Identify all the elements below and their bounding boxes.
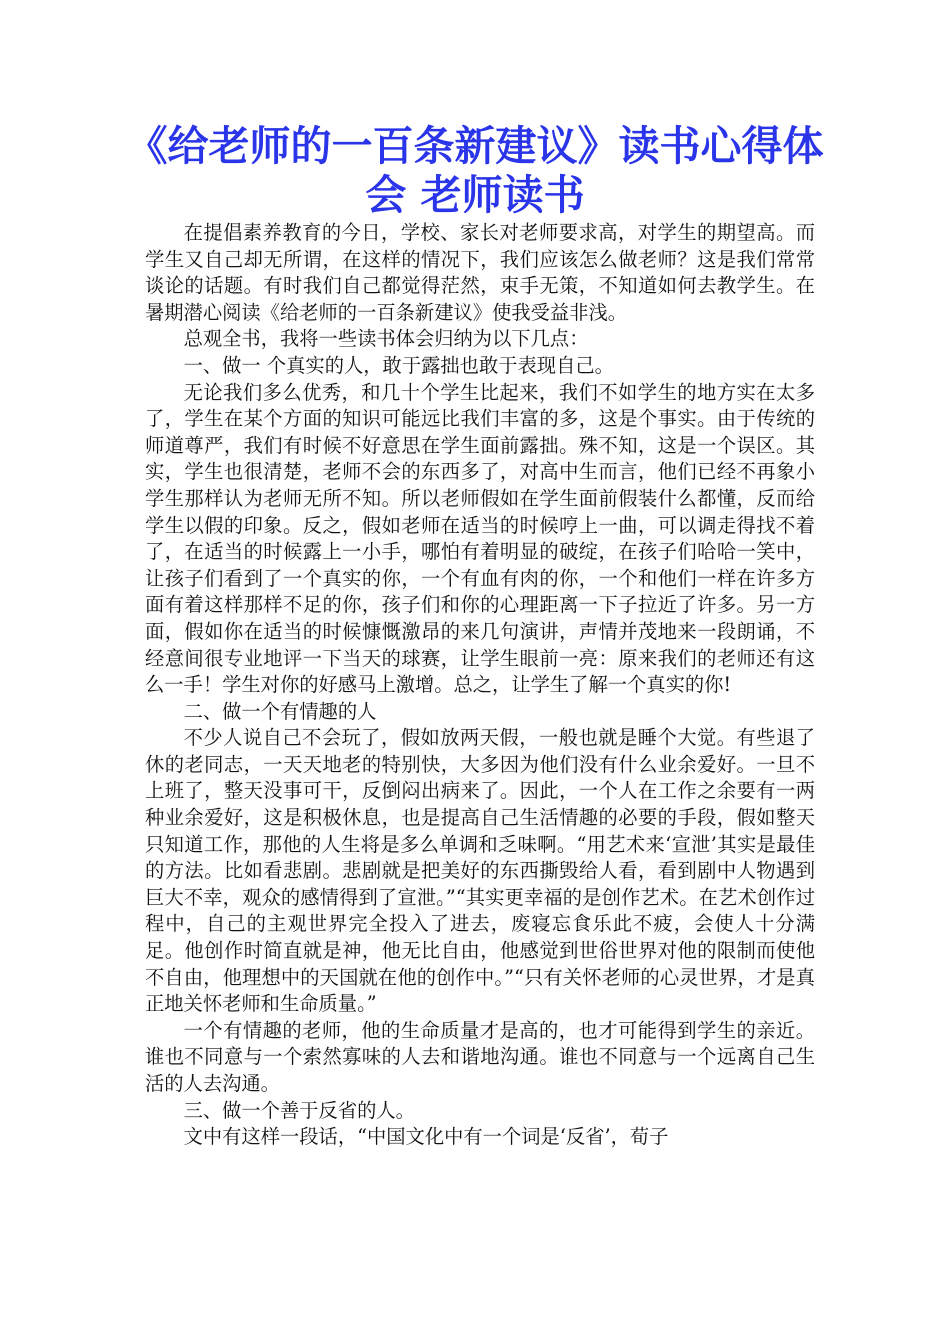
paragraph-intro: 在提倡素养教育的今日，学校、家长对老师要求高，对学生的期望高。而学生又自己却无所谓，在这样的情况下，我们应该怎么做老师？这是我们常常谈论的话题。有时我们自己都觉得茫然，束手无策，不知道如何去教学生。在暑期潜心阅读《给老师的一百条新建议》使我受益非浅。 [145, 221, 815, 324]
section-heading-3: 三、做一个善于反省的人。 [183, 1098, 415, 1122]
section-heading-1: 一、做一 个真实的人，敢于露拙也敢于表现自己。 [183, 353, 614, 377]
paragraph-section-2-conclusion: 一个有情趣的老师，他的生命质量才是高的，也才可能得到学生的亲近。谁也不同意与一个索然寡味的人去和谐地沟通。谁也不同意与一个远离自己生活的人去沟通。 [145, 1018, 815, 1095]
document-body [145, 220, 815, 1151]
paragraph-section-2: 不少人说自己不会玩了，假如放两天假，一般也就是睡个大觉。有些退了休的老同志，一天天地老的特别快，大多因为他们没有什么业余爱好。一旦不上班了，整天没事可干，反倒闷出病来了。因此，一个人在工作之余要有一两种业余爱好，这是积极休息，也是提高自己生活情趣的必要的手段，假如整天只知道工作，那他的人生将是多么单调和乏味啊。“用艺术来‘宣泄’其实是最佳的方法。比如看悲剧。悲剧就是把美好的东西撕毁给人看，看到剧中人物遇到巨大不幸，观众的感情得到了宣泄。”“其实更幸福的是创作艺术。在艺术创作过程中，自己的主观世界完全投入了进去，废寝忘食乐此不疲，会使人十分满足。他创作时简直就是神，他无比自由，他感觉到世俗世界对他的限制而使他不自由，他理想中的天国就在他的创作中。”“只有关怀老师的心灵世界，才是真正地关怀老师和生命质量。” [145, 726, 815, 1016]
document-title: 《给老师的一百条新建议》读书心得体会 老师读书 [126, 122, 824, 219]
paragraph-summary: 总观全书，我将一些读书体会归纳为以下几点： [183, 327, 589, 351]
paragraph-section-1: 无论我们多么优秀，和几十个学生比起来，我们不如学生的地方实在太多了，学生在某个方面的知识可能远比我们丰富的多，这是个事实。由于传统的师道尊严，我们有时候不好意思在学生面前露拙。殊不知，这是一个误区。其实，学生也很清楚，老师不会的东西多了，对高中生而言，他们已经不再象小学生那样认为老师无所不知。所以老师假如在学生面前假装什么都懂，反而给学生以假的印象。反之，假如老师在适当的时候哼上一曲，可以调走得找不着了，在适当的时候露上一小手，哪怕有着明显的破绽，在孩子们哈哈一笑中，让孩子们看到了一个真实的你，一个有血有肉的你，一个和他们一样在许多方面有着这样那样不足的你，孩子们和你的心理距离一下子拉近了许多。另一方面，假如你在适当的时候慷慨激昂的来几句演讲，声情并茂地来一段朗诵，不经意间很专业地评一下当天的球赛，让学生眼前一亮：原来我们的老师还有这么一手！学生对你的好感马上激增。总之，让学生了解一个真实的你! [145, 380, 815, 697]
paragraph-section-3: 文中有这样一段话，“中国文化中有一个词是‘反省’，荀子 [183, 1125, 669, 1149]
section-heading-2: 二、做一个有情趣的人 [183, 699, 377, 723]
